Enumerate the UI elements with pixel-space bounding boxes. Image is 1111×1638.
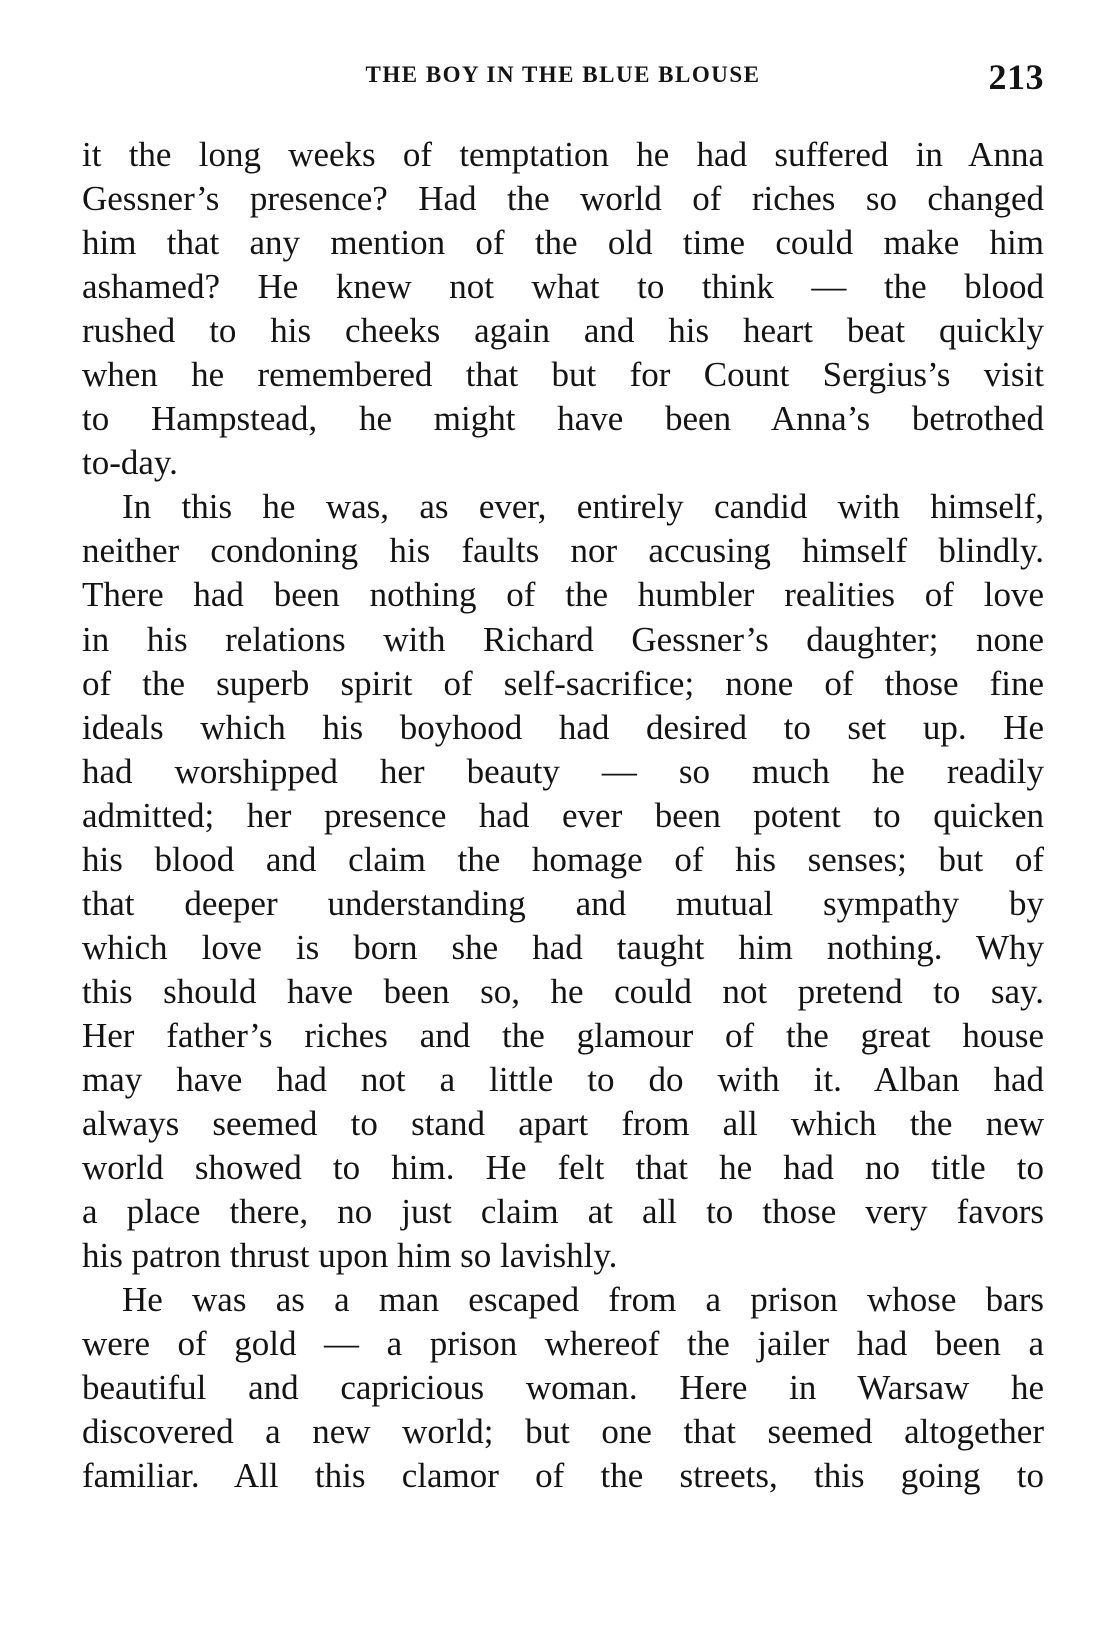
text-line: that deeper understanding and mutual sympathy by bbox=[82, 883, 1044, 923]
text-line: to Hampstead, he might have been Anna’s betrothed bbox=[82, 399, 1044, 439]
text-line: which love is born she had taught him nothing. Why bbox=[82, 927, 1044, 967]
text-line: There had been nothing of the humbler realities of love bbox=[82, 575, 1044, 615]
text-line: were of gold — a prison whereof the jailer had been a bbox=[82, 1324, 1044, 1364]
text-line: his patron thrust upon him so lavishly. bbox=[82, 1236, 618, 1276]
text-line: him that any mention of the old time could make him bbox=[82, 223, 1044, 263]
text-line: it the long weeks of temptation he had suffered in Anna bbox=[82, 135, 1044, 174]
text-line: this should have been so, he could not pretend to say. bbox=[82, 971, 1044, 1011]
text-line: a place there, no just claim at all to those very favors bbox=[82, 1192, 1044, 1232]
text-line: always seemed to stand apart from all which the new bbox=[82, 1104, 1044, 1144]
text-line: He was as a man escaped from a prison whose bars bbox=[122, 1280, 1044, 1320]
text-line: discovered a new world; but one that seemed altogether bbox=[82, 1412, 1044, 1452]
text-line: In this he was, as ever, entirely candid with himself, bbox=[122, 487, 1044, 527]
text-line: admitted; her presence had ever been potent to quicken bbox=[82, 795, 1044, 835]
text-line: in his relations with Richard Gessner’s daughter; none bbox=[82, 619, 1044, 659]
text-line: Her father’s riches and the glamour of the great house bbox=[82, 1015, 1044, 1055]
running-head bbox=[82, 56, 1044, 100]
text-line: may have had not a little to do with it. Alban had bbox=[82, 1059, 1044, 1099]
text-line: had worshipped her beauty — so much he readily bbox=[82, 751, 1044, 791]
text-line: ashamed? He knew not what to think — the blood bbox=[82, 267, 1044, 307]
text-line: beautiful and capricious woman. Here in Warsaw he bbox=[82, 1368, 1044, 1408]
page-number: 213 bbox=[988, 57, 1044, 97]
text-line: his blood and claim the homage of his senses; but of bbox=[82, 839, 1044, 879]
text-line: neither condoning his faults nor accusing himself blindly. bbox=[82, 531, 1044, 571]
text-line: of the superb spirit of self-sacrifice; none of those fine bbox=[82, 663, 1044, 703]
text-line: when he remembered that but for Count Sergius’s visit bbox=[82, 355, 1044, 395]
text-line: to-day. bbox=[82, 443, 178, 483]
running-title: THE BOY IN THE BLUE BLOUSE bbox=[365, 62, 761, 87]
text-line: Gessner’s presence? Had the world of riches so changed bbox=[82, 179, 1044, 219]
text-line: rushed to his cheeks again and his heart beat quickly bbox=[82, 311, 1044, 351]
body-text bbox=[82, 133, 1044, 1498]
text-line: ideals which his boyhood had desired to set up. He bbox=[82, 707, 1044, 747]
text-line: world showed to him. He felt that he had no title to bbox=[82, 1148, 1044, 1188]
text-line: familiar. All this clamor of the streets, this going to bbox=[82, 1456, 1044, 1496]
